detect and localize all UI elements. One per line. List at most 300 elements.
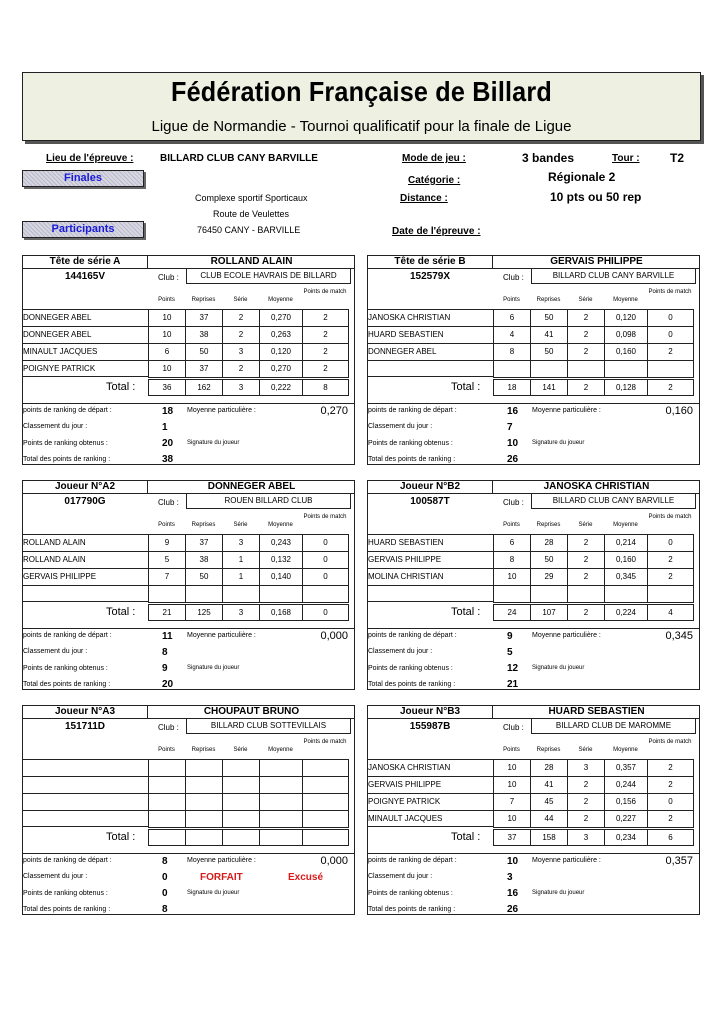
result-cell: 44	[530, 810, 568, 828]
result-cell: 38	[185, 326, 223, 344]
result-cell	[259, 810, 303, 828]
total-cell: 0,234	[604, 829, 648, 846]
forfait-label: FORFAIT	[200, 872, 243, 883]
total-label: Total :	[106, 381, 136, 393]
result-cell: 0,263	[259, 326, 303, 344]
result-cell: 0,160	[604, 343, 648, 361]
total-cell: 8	[302, 379, 349, 396]
panel-seed-label: Joueur N°A2	[54, 481, 116, 492]
signature-label: Signature du joueur	[532, 440, 585, 446]
result-cell: 50	[530, 343, 568, 361]
mode-label: Mode de jeu :	[402, 153, 466, 164]
classement-value: 3	[507, 872, 513, 883]
result-cell: 10	[493, 759, 531, 777]
signature-label: Signature du joueur	[532, 665, 585, 671]
rk-total-label: Total des points de ranking :	[23, 456, 111, 463]
distance-label: Distance :	[400, 193, 448, 204]
column-header: Reprises	[536, 297, 561, 303]
opponent-cell	[22, 759, 148, 776]
result-cell: 28	[530, 759, 568, 777]
result-cell: 28	[530, 534, 568, 552]
result-cell: 2	[222, 360, 260, 378]
result-cell: 6	[493, 534, 531, 552]
column-header: Série	[233, 297, 248, 303]
title-banner	[22, 72, 701, 141]
lieu-value: BILLARD CLUB CANY BARVILLE	[160, 153, 318, 164]
result-cell: 5	[148, 551, 186, 569]
opponent-cell	[22, 810, 148, 827]
federation-title: Fédération Française de Billard	[171, 76, 552, 107]
rk-depart-label: points de ranking de départ :	[368, 632, 457, 639]
opponent-name: HUARD SEBASTIEN	[368, 538, 444, 547]
rk-obtenus-label: Points de ranking obtenus :	[23, 665, 108, 672]
moy-part-value: 0,160	[665, 405, 693, 417]
column-header: Points	[158, 522, 175, 528]
result-cell: 3	[222, 534, 260, 552]
result-cell	[530, 585, 568, 603]
opponent-cell	[22, 585, 148, 602]
moy-part-label: Moyenne particulière :	[532, 407, 601, 414]
total-cell	[148, 829, 186, 846]
result-cell: 50	[530, 551, 568, 569]
rk-depart-value: 8	[162, 856, 168, 867]
result-cell	[647, 360, 694, 378]
rk-obtenus-label: Points de ranking obtenus :	[23, 440, 108, 447]
result-cell	[567, 585, 605, 603]
opponent-name: DONNEGER ABEL	[23, 330, 92, 339]
column-header: Points de match	[303, 289, 347, 295]
opponent-name: DONNEGER ABEL	[23, 313, 92, 322]
panel-divider	[22, 853, 355, 854]
rk-depart-label: points de ranking de départ :	[368, 407, 457, 414]
player-name: ROLLAND ALAIN	[210, 256, 293, 267]
classement-label: Classement du jour :	[368, 648, 433, 655]
panel-seed-label: Joueur N°B3	[399, 706, 461, 717]
rk-obtenus-label: Points de ranking obtenus :	[368, 890, 453, 897]
result-cell	[222, 793, 260, 811]
categorie-value: Régionale 2	[548, 170, 616, 184]
result-cell: 50	[530, 309, 568, 327]
result-cell: 50	[185, 568, 223, 586]
result-cell: 2	[567, 326, 605, 344]
excuse-label: Excusé	[288, 872, 324, 883]
result-cell	[302, 585, 349, 603]
result-cell: 2	[647, 568, 694, 586]
total-cell	[185, 829, 223, 846]
total-cell: 4	[647, 604, 694, 621]
result-cell	[302, 759, 349, 777]
result-cell: 0	[302, 534, 349, 552]
total-cell: 162	[185, 379, 223, 396]
opponent-name: GERVAIS PHILIPPE	[368, 555, 442, 564]
result-cell	[185, 585, 223, 603]
classement-label: Classement du jour :	[368, 423, 433, 430]
result-cell: 0	[647, 326, 694, 344]
result-cell: 0,244	[604, 776, 648, 794]
classement-value: 1	[162, 422, 168, 433]
player-licence: 100587T	[410, 496, 450, 507]
result-cell	[302, 793, 349, 811]
result-cell: 2	[647, 810, 694, 828]
opponent-name: JANOSKA CHRISTIAN	[368, 313, 451, 322]
classement-label: Classement du jour :	[23, 648, 88, 655]
opponent-name: MINAULT JACQUES	[23, 347, 98, 356]
total-cell	[222, 829, 260, 846]
result-cell: 2	[302, 309, 349, 327]
opponent-name: ROLLAND ALAIN	[23, 538, 86, 547]
result-cell	[148, 793, 186, 811]
result-cell	[185, 810, 223, 828]
result-cell: 2	[647, 776, 694, 794]
classement-value: 8	[162, 647, 168, 658]
result-cell: 2	[567, 776, 605, 794]
column-header: Points de match	[303, 739, 347, 745]
opponent-name: JANOSKA CHRISTIAN	[368, 763, 451, 772]
tour-value: T2	[670, 151, 685, 165]
result-cell: 2	[567, 810, 605, 828]
column-header: Moyenne	[613, 747, 638, 753]
column-header: Points de match	[303, 514, 347, 520]
classement-value: 7	[507, 422, 513, 433]
column-header: Moyenne	[613, 297, 638, 303]
panel-seed-label: Tête de série A	[49, 256, 121, 267]
signature-label: Signature du joueur	[187, 890, 240, 896]
total-cell: 125	[185, 604, 223, 621]
opponent-name: ROLLAND ALAIN	[23, 555, 86, 564]
classement-label: Classement du jour :	[23, 423, 88, 430]
result-cell: 1	[222, 551, 260, 569]
result-cell	[185, 776, 223, 794]
rk-depart-value: 10	[507, 856, 519, 867]
result-cell: 9	[148, 534, 186, 552]
panel-divider	[367, 403, 700, 404]
player-licence: 144165V	[64, 271, 106, 282]
result-cell: 45	[530, 793, 568, 811]
rk-total-value: 38	[162, 454, 174, 465]
club-name: BILLARD CLUB CANY BARVILLE	[531, 269, 696, 284]
result-cell	[604, 585, 648, 603]
result-cell: 3	[567, 759, 605, 777]
result-cell: 0,156	[604, 793, 648, 811]
tour-label: Tour :	[612, 153, 640, 164]
column-header: Série	[578, 747, 593, 753]
result-cell	[148, 810, 186, 828]
column-header: Points	[158, 297, 175, 303]
result-cell	[647, 585, 694, 603]
total-cell: 0,224	[604, 604, 648, 621]
club-label: Club :	[158, 273, 179, 282]
result-cell: 2	[647, 343, 694, 361]
rk-total-value: 21	[507, 679, 519, 690]
rk-total-label: Total des points de ranking :	[23, 906, 111, 913]
column-header: Série	[233, 522, 248, 528]
column-header: Moyenne	[268, 747, 293, 753]
club-label: Club :	[158, 723, 179, 732]
signature-label: Signature du joueur	[532, 890, 585, 896]
rk-total-value: 20	[162, 679, 174, 690]
total-cell: 3	[222, 604, 260, 621]
total-label: Total :	[451, 831, 481, 843]
moy-part-label: Moyenne particulière :	[532, 857, 601, 864]
rk-obtenus-label: Points de ranking obtenus :	[23, 890, 108, 897]
moy-part-value: 0,270	[320, 405, 348, 417]
panel-seed-label: Joueur N°A3	[54, 706, 116, 717]
panel-divider	[367, 628, 700, 629]
total-label: Total :	[106, 606, 136, 618]
rk-obtenus-value: 10	[507, 438, 519, 449]
result-cell: 0	[302, 551, 349, 569]
result-cell: 3	[222, 343, 260, 361]
moy-part-label: Moyenne particulière :	[187, 632, 256, 639]
result-cell	[530, 360, 568, 378]
moy-part-label: Moyenne particulière :	[532, 632, 601, 639]
club-label: Club :	[158, 498, 179, 507]
distance-value: 10 pts ou 50 rep	[550, 190, 642, 204]
moy-part-value: 0,000	[320, 855, 348, 867]
result-cell: 0,227	[604, 810, 648, 828]
league-subtitle: Ligue de Normandie - Tournoi qualificatif pour la finale de Ligue	[151, 118, 572, 135]
rk-obtenus-label: Points de ranking obtenus :	[368, 665, 453, 672]
opponent-name: POIGNYE PATRICK	[23, 364, 96, 373]
rk-depart-value: 18	[162, 406, 174, 417]
result-cell	[493, 585, 531, 603]
result-cell: 0,132	[259, 551, 303, 569]
rk-depart-label: points de ranking de départ :	[23, 857, 112, 864]
total-label: Total :	[451, 606, 481, 618]
total-label: Total :	[106, 831, 136, 843]
result-cell: 2	[567, 534, 605, 552]
rk-depart-label: points de ranking de départ :	[23, 632, 112, 639]
panel-divider	[22, 403, 355, 404]
rk-obtenus-label: Points de ranking obtenus :	[368, 440, 453, 447]
player-licence: 152579X	[409, 271, 451, 282]
result-cell: 2	[302, 343, 349, 361]
lieu-label: Lieu de l'épreuve :	[46, 153, 134, 164]
player-name: CHOUPAUT BRUNO	[203, 706, 300, 717]
column-header: Points	[158, 747, 175, 753]
total-label: Total :	[451, 381, 481, 393]
rk-total-value: 26	[507, 904, 519, 915]
result-cell: 37	[185, 534, 223, 552]
address-line-1: Complexe sportif Sporticaux	[195, 193, 308, 203]
result-cell: 29	[530, 568, 568, 586]
result-cell: 10	[148, 326, 186, 344]
classement-label: Classement du jour :	[368, 873, 433, 880]
result-cell: 10	[148, 309, 186, 327]
result-cell: 2	[302, 360, 349, 378]
result-cell: 41	[530, 776, 568, 794]
result-cell	[148, 776, 186, 794]
classement-value: 0	[162, 872, 168, 883]
result-cell: 7	[148, 568, 186, 586]
result-cell: 0,140	[259, 568, 303, 586]
result-cell	[259, 759, 303, 777]
rk-depart-value: 11	[162, 631, 173, 642]
club-label: Club :	[503, 498, 524, 507]
club-label: Club :	[503, 273, 524, 282]
panel-divider	[367, 853, 700, 854]
result-cell: 0,214	[604, 534, 648, 552]
rk-obtenus-value: 20	[162, 438, 174, 449]
opponent-cell	[367, 360, 493, 377]
result-cell: 0	[647, 534, 694, 552]
result-cell: 6	[148, 343, 186, 361]
finales-button[interactable]: Finales	[22, 170, 144, 187]
moy-part-value: 0,345	[665, 630, 693, 642]
column-header: Reprises	[536, 522, 561, 528]
result-cell: 10	[493, 776, 531, 794]
moy-part-label: Moyenne particulière :	[187, 857, 256, 864]
moy-part-value: 0,357	[665, 855, 693, 867]
club-name: BILLARD CLUB DE MAROMME	[531, 719, 696, 734]
column-header: Points	[503, 747, 520, 753]
total-cell: 2	[647, 379, 694, 396]
result-cell: 2	[222, 326, 260, 344]
result-cell: 0,270	[259, 360, 303, 378]
result-cell: 0,098	[604, 326, 648, 344]
rk-obtenus-value: 16	[507, 888, 519, 899]
signature-label: Signature du joueur	[187, 440, 240, 446]
result-cell: 2	[567, 343, 605, 361]
column-header: Reprises	[191, 522, 216, 528]
result-cell: 0,345	[604, 568, 648, 586]
result-cell: 10	[148, 360, 186, 378]
opponent-name: GERVAIS PHILIPPE	[23, 572, 97, 581]
opponent-name: MOLINA CHRISTIAN	[368, 572, 444, 581]
total-cell	[259, 829, 303, 846]
total-cell: 18	[493, 379, 531, 396]
column-header: Série	[233, 747, 248, 753]
column-header: Reprises	[191, 747, 216, 753]
participants-button[interactable]: Participants	[22, 221, 144, 238]
rk-obtenus-value: 0	[162, 888, 168, 899]
total-cell: 141	[530, 379, 568, 396]
opponent-name: GERVAIS PHILIPPE	[368, 780, 442, 789]
player-licence: 155987B	[409, 721, 451, 732]
total-cell: 0,222	[259, 379, 303, 396]
result-cell	[259, 585, 303, 603]
total-cell: 36	[148, 379, 186, 396]
total-cell: 37	[493, 829, 531, 846]
column-header: Points de match	[648, 739, 692, 745]
result-cell: 2	[222, 309, 260, 327]
total-cell: 2	[567, 379, 605, 396]
total-cell: 158	[530, 829, 568, 846]
result-cell: 2	[567, 568, 605, 586]
result-cell: 0	[302, 568, 349, 586]
result-cell	[222, 759, 260, 777]
rk-total-value: 26	[507, 454, 519, 465]
column-header: Reprises	[191, 297, 216, 303]
result-cell: 0,270	[259, 309, 303, 327]
column-header: Points de match	[648, 514, 692, 520]
date-label: Date de l'épreuve :	[392, 226, 481, 237]
result-cell: 38	[185, 551, 223, 569]
rk-total-label: Total des points de ranking :	[368, 681, 456, 688]
column-header: Série	[578, 522, 593, 528]
column-header: Série	[578, 297, 593, 303]
club-name: ROUEN BILLARD CLUB	[186, 494, 351, 509]
mode-value: 3 bandes	[522, 151, 575, 165]
club-name: CLUB ECOLE HAVRAIS DE BILLARD	[186, 269, 351, 284]
rk-total-label: Total des points de ranking :	[23, 681, 111, 688]
result-cell	[302, 810, 349, 828]
result-cell	[493, 360, 531, 378]
rk-depart-value: 9	[507, 631, 513, 642]
moy-part-label: Moyenne particulière :	[187, 407, 256, 414]
result-cell: 6	[493, 309, 531, 327]
total-cell: 0,168	[259, 604, 303, 621]
result-cell: 10	[493, 568, 531, 586]
result-cell	[185, 759, 223, 777]
result-cell: 0	[647, 793, 694, 811]
total-cell: 24	[493, 604, 531, 621]
opponent-cell	[22, 776, 148, 793]
result-cell: 2	[567, 551, 605, 569]
column-header: Moyenne	[268, 522, 293, 528]
address-line-2: Route de Veulettes	[213, 209, 290, 219]
opponent-name: MINAULT JACQUES	[368, 814, 443, 823]
rk-depart-value: 16	[507, 406, 519, 417]
rk-total-value: 8	[162, 904, 168, 915]
rk-total-label: Total des points de ranking :	[368, 456, 456, 463]
result-cell: 0,357	[604, 759, 648, 777]
result-cell: 8	[493, 343, 531, 361]
classement-value: 5	[507, 647, 513, 658]
total-cell: 6	[647, 829, 694, 846]
rk-depart-label: points de ranking de départ :	[368, 857, 457, 864]
result-cell	[259, 793, 303, 811]
result-cell	[222, 810, 260, 828]
result-cell: 41	[530, 326, 568, 344]
result-cell: 0	[647, 309, 694, 327]
player-name: GERVAIS PHILIPPE	[550, 256, 643, 267]
result-cell: 0,120	[604, 309, 648, 327]
moy-part-value: 0,000	[320, 630, 348, 642]
total-cell: 0	[302, 604, 349, 621]
result-cell	[259, 776, 303, 794]
total-cell: 3	[567, 829, 605, 846]
opponent-name: DONNEGER ABEL	[368, 347, 437, 356]
classement-label: Classement du jour :	[23, 873, 88, 880]
result-cell	[302, 776, 349, 794]
rk-obtenus-value: 12	[507, 663, 519, 674]
result-cell: 2	[647, 551, 694, 569]
opponent-cell	[22, 793, 148, 810]
result-cell: 8	[493, 551, 531, 569]
column-header: Moyenne	[613, 522, 638, 528]
player-name: JANOSKA CHRISTIAN	[543, 481, 650, 492]
result-cell	[185, 793, 223, 811]
result-cell: 2	[302, 326, 349, 344]
opponent-name: POIGNYE PATRICK	[368, 797, 441, 806]
result-cell: 0,160	[604, 551, 648, 569]
column-header: Points de match	[648, 289, 692, 295]
result-cell: 7	[493, 793, 531, 811]
player-licence: 017790G	[64, 496, 106, 507]
opponent-cell	[367, 585, 493, 602]
result-cell	[604, 360, 648, 378]
result-cell: 1	[222, 568, 260, 586]
result-cell	[148, 585, 186, 603]
total-cell: 2	[567, 604, 605, 621]
player-name: DONNEGER ABEL	[207, 481, 296, 492]
categorie-label: Catégorie :	[408, 175, 461, 186]
total-cell: 0,128	[604, 379, 648, 396]
total-cell: 21	[148, 604, 186, 621]
rk-obtenus-value: 9	[162, 663, 168, 674]
club-name: BILLARD CLUB CANY BARVILLE	[531, 494, 696, 509]
